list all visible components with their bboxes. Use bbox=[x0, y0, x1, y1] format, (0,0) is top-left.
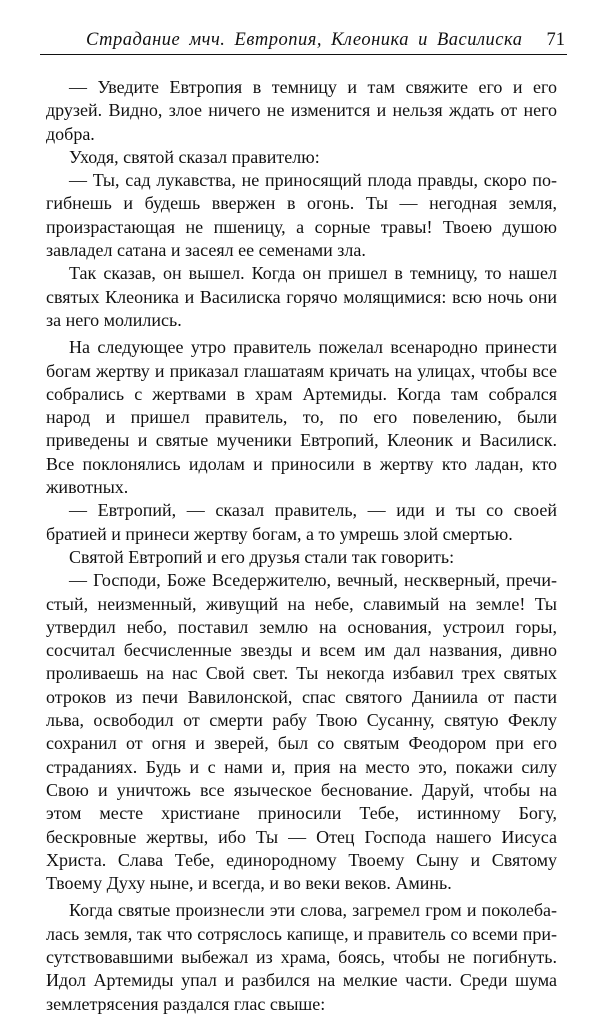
running-title: Страдание мчч. Евтропия, Клеоника и Василиска bbox=[86, 30, 523, 50]
paragraph: Уходя, святой сказал правителю: bbox=[69, 146, 320, 167]
paragraph: — Уведите Евтропия в темницу и там свяжите его и его друзей. Видно, злое ничего не изменится и нельзя ждать от него добра. bbox=[46, 77, 557, 144]
page-number: 71 bbox=[546, 30, 565, 50]
page-header bbox=[40, 28, 567, 55]
paragraph: На следующее утро правитель пожелал всенародно принести богам жертву и приказал глашатаям кричать на улицах, чтобы все собрались с жертвами в храм Артемиды. Когда там собрался народ и пришел правитель, то, по его повелению, были приведены и святые мученики Евтропий, Клеоник и Василиск. Все поклонялись идолам и приносили в жертву кто ладан, кто животных. bbox=[46, 337, 557, 498]
paragraph: Так сказав, он вышел. Когда он пришел в темницу, то нашел святых Клеоника и Василиска горячо молящимися: всю ночь они за него молились. bbox=[46, 263, 557, 330]
paragraph: — Ты, сад лукавства, не приносящий плода правды, скоро погибнешь и будешь ввержен в огонь. Ты — негодная земля, произрастающая не пшеницу, а сорные травы! Твоею душою завладел сатана и засеял ее семенами зла. bbox=[46, 170, 557, 261]
paragraph: Святой Евтропий и его друзья стали так говорить: bbox=[69, 546, 455, 567]
paragraph: Когда святые произнесли эти слова, загремел гром и поколебалась земля, так что сотряслось капище, и правитель со всеми присутствовавшими выбежал из храма, боясь, чтобы не погибнуть. Идол Артемиды упал и разбился на мелкие части. Среди шума землетрясения раздался глас свыше: bbox=[46, 900, 557, 1014]
paragraph: — Евтропий, — сказал правитель, — иди и ты со своей братией и принеси жертву богам, а то умрешь злой смертью. bbox=[46, 500, 557, 544]
paragraph: — Господи, Боже Вседержителю, вечный, нескверный, пречистый, неизменный, живущий на небе, славимый на земле! Ты утвердил небо, поставил землю на основания, устроил горы, сосчитал бесчисленные звезды и всем им дал названия, дивно проливаешь на нас Свой свет. Ты некогда избавил трех святых отроков из печи Вавилонской, спас святого Даниила от пасти льва, освободил от смерти рабу Твою Сусанну, святую Феклу сохранил от огня и зверей, был со святым Феодором при его страданиях. Будь и с нами и, прия на место это, покажи силу Свою и уничтожь все языческое беснование. Даруй, чтобы на этом месте христиане приносили Тебе, истинному Богу, бескровные жертвы, ибо Ты — Отец Господа нашего Иисуса Христа. Слава Тебе, единородному Твоему Сыну и Святому Твоему Духу ныне, и всегда, и во веки веков. Аминь. bbox=[46, 570, 557, 894]
